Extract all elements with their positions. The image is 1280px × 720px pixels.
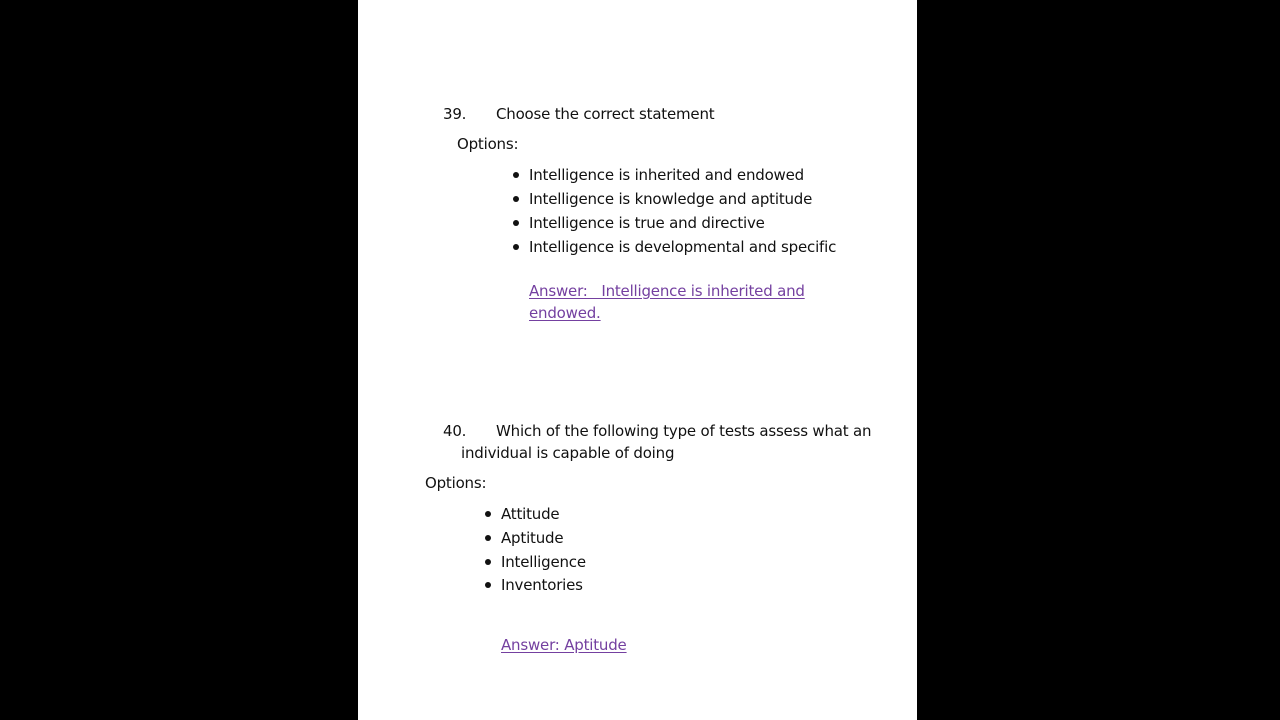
bullet-icon xyxy=(485,559,491,565)
document-page xyxy=(358,0,917,720)
option-item: Intelligence is knowledge and aptitude xyxy=(529,190,813,208)
question-number: 39. xyxy=(443,105,467,123)
question-text: Choose the correct statement xyxy=(496,105,715,123)
bullet-icon xyxy=(513,244,519,250)
answer-text: Answer: Intelligence is inherited and xyxy=(529,282,805,300)
option-item: Inventories xyxy=(501,576,583,594)
answer-text-continued: endowed. xyxy=(529,304,601,322)
bullet-icon xyxy=(485,535,491,541)
option-item: Aptitude xyxy=(501,529,564,547)
option-item: Intelligence is true and directive xyxy=(529,214,765,232)
bullet-icon xyxy=(513,220,519,226)
option-item: Intelligence is developmental and specific xyxy=(529,238,837,256)
options-label: Options: xyxy=(457,135,519,153)
question-number: 40. xyxy=(443,422,467,440)
bullet-icon xyxy=(485,511,491,517)
question-text: Which of the following type of tests assess what an xyxy=(496,422,872,440)
option-item: Intelligence xyxy=(501,553,586,571)
bullet-icon xyxy=(485,582,491,588)
option-item: Attitude xyxy=(501,505,560,523)
answer-text: Answer: Aptitude xyxy=(501,636,627,654)
bullet-icon xyxy=(513,196,519,202)
question-text-continued: individual is capable of doing xyxy=(461,444,675,462)
bullet-icon xyxy=(513,172,519,178)
options-label: Options: xyxy=(425,474,487,492)
option-item: Intelligence is inherited and endowed xyxy=(529,166,804,184)
